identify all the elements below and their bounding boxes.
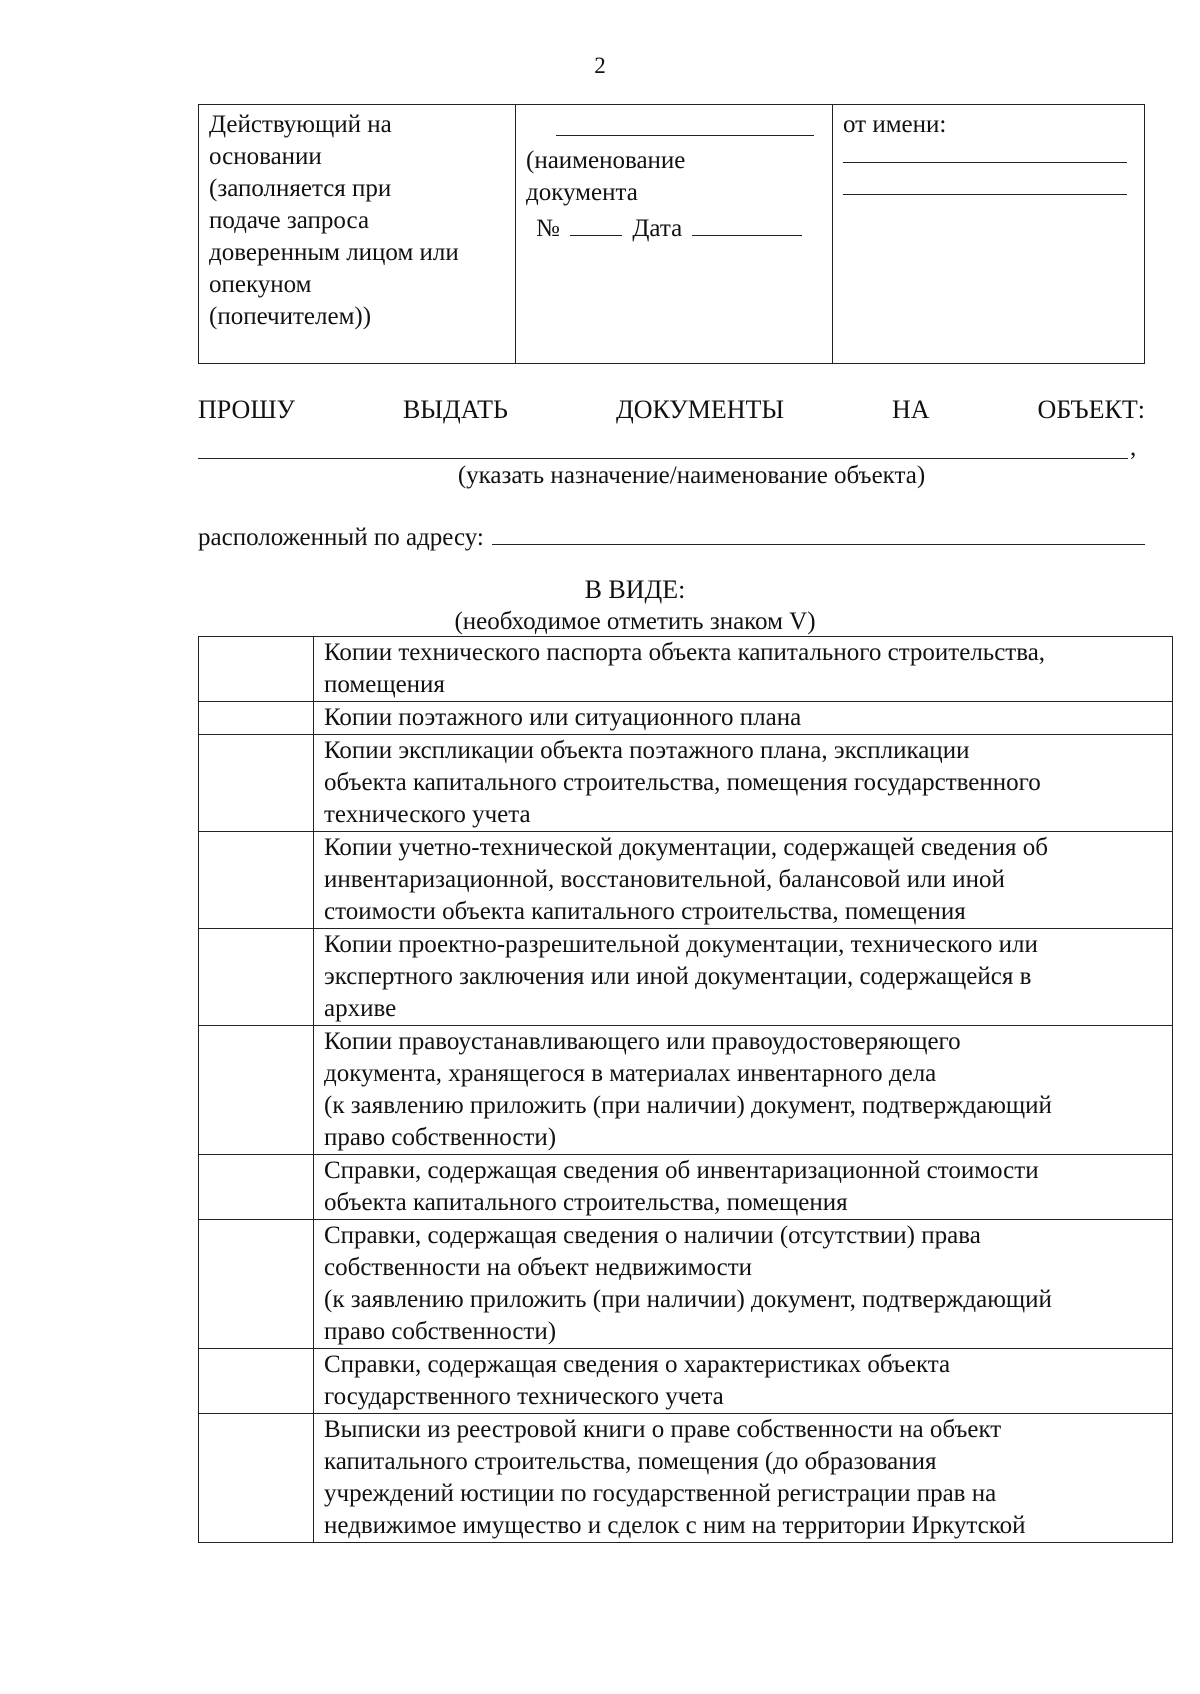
option-row bbox=[199, 1349, 1173, 1414]
object-hint: (указать назначение/наименование объекта) bbox=[457, 462, 926, 489]
option-text: Копии правоустанавливающего или правоудостоверяющего документа, хранящегося в материалах инвентарного дела (к заявлению приложить (при наличии) документ, подтверждающий право собственности) bbox=[324, 1028, 1052, 1151]
option-checkbox[interactable] bbox=[199, 929, 314, 1026]
address-row bbox=[198, 518, 1145, 554]
option-row bbox=[199, 702, 1173, 735]
address-label: расположенный по адресу: bbox=[198, 524, 484, 551]
object-comma: , bbox=[1130, 434, 1137, 461]
address-field[interactable] bbox=[492, 518, 1145, 545]
form-title: В ВИДЕ: bbox=[584, 575, 686, 604]
document-number-date-row bbox=[526, 209, 822, 245]
option-checkbox[interactable] bbox=[199, 1414, 314, 1543]
option-row bbox=[199, 1220, 1173, 1349]
on-behalf-field-2[interactable] bbox=[843, 193, 1127, 195]
option-text: Копии проектно-разрешительной документации, технического или экспертного заключения или иной документации, содержащейся в архиве bbox=[324, 931, 1038, 1022]
option-checkbox[interactable] bbox=[199, 702, 314, 735]
option-row bbox=[199, 929, 1173, 1026]
option-text-cell bbox=[314, 1220, 1173, 1349]
document-name-hint: (наименование документа bbox=[526, 147, 686, 206]
option-text-cell bbox=[314, 637, 1173, 702]
option-text: Копии экспликации объекта поэтажного плана, экспликации объекта капитального строительства, помещения государственного технического учета bbox=[324, 737, 1041, 828]
basis-cell bbox=[199, 105, 515, 363]
document-date-field[interactable] bbox=[692, 209, 802, 236]
form-hint: (необходимое отметить знаком V) bbox=[454, 608, 816, 635]
option-text: Копии технического паспорта объекта капитального строительства, помещения bbox=[324, 639, 1046, 698]
option-text-cell bbox=[314, 1026, 1173, 1155]
request-word: НА bbox=[892, 395, 930, 424]
option-row bbox=[199, 1155, 1173, 1220]
option-text: Выписки из реестровой книги о праве собственности на объект капитального строительства, помещения (до образования учреждений юстиции по государственной регистрации прав на недвижимое имущество и сделок с ним на территории Иркутской bbox=[324, 1416, 1026, 1539]
option-text-cell bbox=[314, 1414, 1173, 1543]
option-checkbox[interactable] bbox=[199, 832, 314, 929]
document-number-label: № bbox=[536, 215, 560, 242]
option-row bbox=[199, 637, 1173, 702]
basis-text: Действующий на основании (заполняется при подаче запроса доверенным лицом или опекуном (попечителем)) bbox=[209, 111, 459, 330]
option-text-cell bbox=[314, 735, 1173, 832]
option-row bbox=[199, 1414, 1173, 1543]
option-text: Справки, содержащая сведения о характеристиках объекта государственного технического учета bbox=[324, 1351, 951, 1410]
request-word: ОБЪЕКТ: bbox=[1037, 395, 1145, 424]
on-behalf-cell bbox=[832, 105, 1144, 363]
request-word: ПРОШУ bbox=[198, 395, 295, 424]
options-table bbox=[198, 636, 1173, 1543]
request-word: ВЫДАТЬ bbox=[402, 395, 508, 424]
option-checkbox[interactable] bbox=[199, 1220, 314, 1349]
option-checkbox[interactable] bbox=[199, 637, 314, 702]
applicant-basis-table bbox=[198, 104, 1145, 364]
request-heading bbox=[198, 394, 1145, 426]
object-name-field[interactable] bbox=[198, 458, 1128, 459]
document-cell bbox=[515, 105, 832, 363]
option-row bbox=[199, 1026, 1173, 1155]
document-number-field[interactable] bbox=[570, 209, 622, 236]
option-checkbox[interactable] bbox=[199, 1349, 314, 1414]
option-text-cell bbox=[314, 832, 1173, 929]
document-date-label: Дата bbox=[632, 215, 683, 242]
on-behalf-label: от имени: bbox=[843, 111, 947, 138]
option-checkbox[interactable] bbox=[199, 1155, 314, 1220]
option-row bbox=[199, 735, 1173, 832]
option-text: Копии учетно-технической документации, содержащей сведения об инвентаризационной, восстановительной, балансовой или иной стоимости объекта капитального строительства, помещения bbox=[324, 834, 1048, 925]
request-word: ДОКУМЕНТЫ bbox=[615, 395, 785, 424]
document-name-field[interactable] bbox=[556, 109, 814, 136]
option-checkbox[interactable] bbox=[199, 1026, 314, 1155]
option-text: Справки, содержащая сведения об инвентаризационной стоимости объекта капитального строительства, помещения bbox=[324, 1157, 1039, 1216]
option-text: Справки, содержащая сведения о наличии (отсутствии) права собственности на объект недвижимости (к заявлению приложить (при наличии) документ, подтверждающий право собственности) bbox=[324, 1222, 1052, 1345]
option-row bbox=[199, 832, 1173, 929]
option-text-cell bbox=[314, 1349, 1173, 1414]
option-text-cell bbox=[314, 702, 1173, 735]
option-checkbox[interactable] bbox=[199, 735, 314, 832]
option-text-cell bbox=[314, 1155, 1173, 1220]
option-text-cell bbox=[314, 929, 1173, 1026]
page-number: 2 bbox=[594, 53, 606, 78]
option-text: Копии поэтажного или ситуационного плана bbox=[324, 704, 802, 731]
